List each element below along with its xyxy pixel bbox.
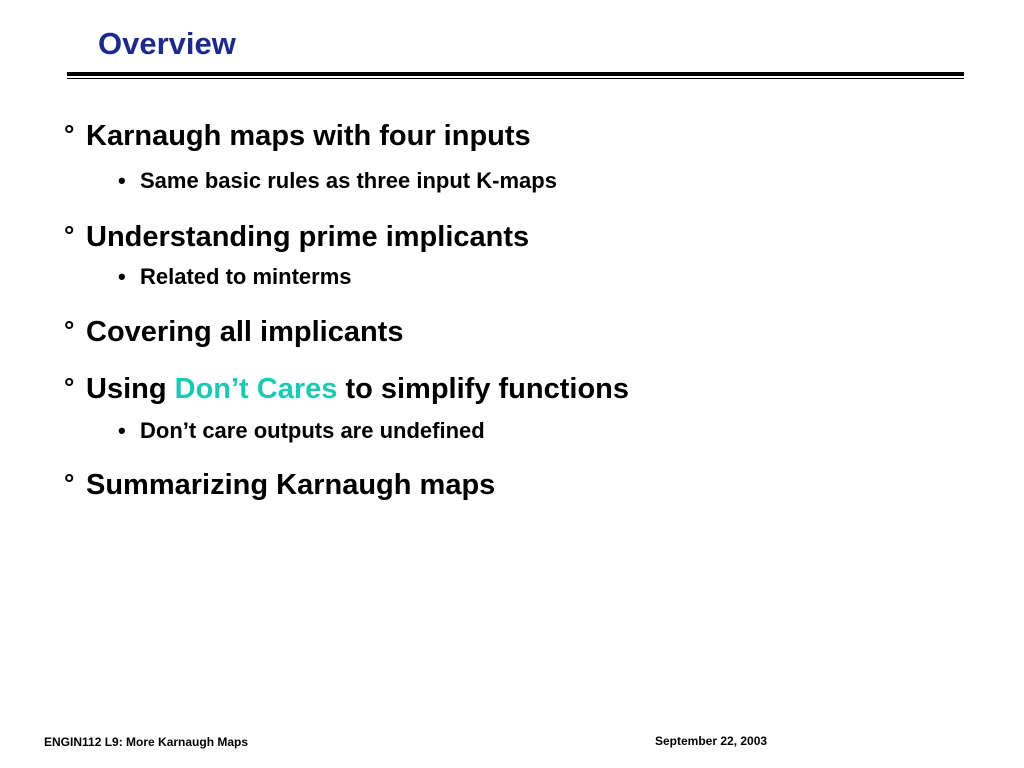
subbullet-dont-care-outputs [118, 417, 485, 445]
subbullet-marker: • [118, 168, 126, 193]
bullet-covering-implicants [64, 312, 403, 350]
subbullet-same-basic-rules [118, 167, 557, 195]
bullet-marker: ° [64, 315, 75, 345]
slide-title: Overview [98, 26, 236, 61]
title-underline-thin [67, 78, 964, 79]
bullet-text: Understanding prime implicants [86, 221, 530, 253]
bullet-text-before: Using [86, 373, 175, 405]
subbullet-text: Don’t care outputs are undefined [140, 418, 485, 443]
bullet-prime-implicants [64, 217, 529, 255]
subbullet-text: Related to minterms [140, 264, 352, 289]
bullet-marker: ° [64, 468, 75, 498]
bullet-karnaugh-four-inputs [64, 116, 531, 154]
bullet-marker: ° [64, 119, 75, 149]
bullet-text: Summarizing Karnaugh maps [86, 469, 496, 501]
subbullet-marker: • [118, 264, 126, 289]
bullet-marker: ° [64, 372, 75, 402]
subbullet-related-to-minterms [118, 263, 352, 291]
bullet-text: Covering all implicants [86, 316, 404, 348]
highlight-dont-cares: Don’t Cares [174, 373, 338, 405]
bullet-summarizing [64, 465, 495, 503]
footer-course-title: ENGIN112 L9: More Karnaugh Maps [44, 735, 249, 749]
bullet-dont-cares [64, 369, 629, 407]
bullet-text-after: to simplify functions [337, 373, 630, 405]
footer-date: September 22, 2003 [655, 734, 768, 748]
bullet-text: Karnaugh maps with four inputs [86, 120, 531, 152]
subbullet-text: Same basic rules as three input K-maps [140, 168, 557, 193]
bullet-marker: ° [64, 220, 75, 250]
subbullet-marker: • [118, 418, 126, 443]
title-underline [67, 72, 964, 76]
